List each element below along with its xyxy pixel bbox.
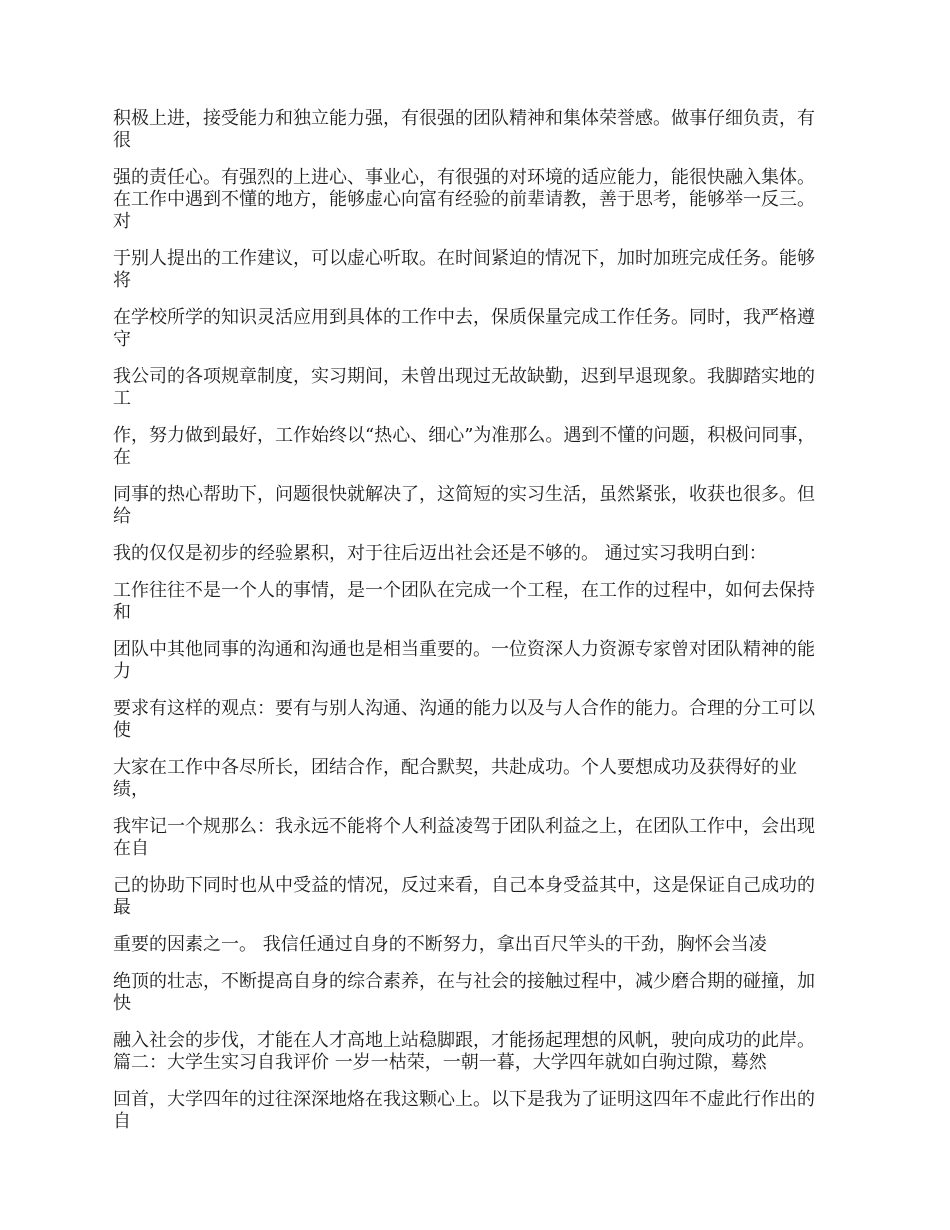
paragraph: 同事的热心帮助下，问题很快就解决了，这简短的实习生活，虽然紧张，收获也很多。但 给 bbox=[113, 484, 815, 527]
paragraph: 己的协助下同时也从中受益的情况，反过来看，自己本身受益其中，这是保证自己成功的 最 bbox=[113, 875, 815, 918]
paragraph: 回首，大学四年的过往深深地烙在我这颗心上。以下是我为了证明这四年不虚此行作出的 自 bbox=[113, 1089, 815, 1132]
paragraph-gap bbox=[113, 152, 843, 167]
paragraph: 于别人提出的工作建议，可以虚心听取。在时间紧迫的情况下，加时加班完成任务。能够 将 bbox=[113, 248, 815, 291]
paragraph: 强的责任心。有强烈的上进心、事业心，有很强的对环境的适应能力，能很快融入集体。 bbox=[113, 167, 815, 188]
paragraph: 融入社会的步伐，才能在人才高地上站稳脚跟，才能扬起理想的风帆，驶向成功的此岸。 bbox=[113, 1030, 815, 1051]
paragraph: 重要的因素之一。 我信任通过自身的不断努力，拿出百尺竿头的干劲，胸怀会当凌 bbox=[113, 934, 767, 955]
paragraph: 我公司的各项规章制度，实习期间，未曾出现过无故缺勤，迟到早退现象。我脚踏实地的 工 bbox=[113, 366, 815, 409]
paragraph: 绝顶的壮志，不断提高自身的综合素养，在与社会的接触过程中，减少磨合期的碰撞，加 快 bbox=[113, 971, 815, 1014]
paragraph: 积极上进，接受能力和独立能力强，有很强的团队精神和集体荣誉感。做事仔细负责，有 很 bbox=[113, 108, 815, 151]
paragraph: 工作往往不是一个人的事情，是一个团队在完成一个工程，在工作的过程中，如何去保持 和 bbox=[113, 580, 815, 623]
paragraph: 大家在工作中各尽所长，团结合作，配合默契，共赴成功。个人要想成功及获得好的业 绩， bbox=[113, 757, 797, 800]
paragraph: 在学校所学的知识灵活应用到具体的工作中去，保质保量完成工作任务。同时，我严格遵 守 bbox=[113, 307, 815, 350]
paragraph: 团队中其他同事的沟通和沟通也是相当重要的。一位资深人力资源专家曾对团队精神的能 力 bbox=[113, 639, 815, 682]
paragraph: 要求有这样的观点：要有与别人沟通、沟通的能力以及与人合作的能力。合理的分工可以 使 bbox=[113, 698, 815, 741]
paragraph: 我的仅仅是初步的经验累积，对于往后迈出社会还是不够的。 通过实习我明白到： bbox=[113, 543, 767, 564]
paragraph: 作，努力做到最好，工作始终以“热心、细心”为准那么。遇到不懂的问题，积极问同事， 在 bbox=[113, 425, 816, 468]
paragraph: 篇二：大学生实习自我评价 一岁一枯荣，一朝一暮，大学四年就如白驹过隙，蓦然 bbox=[113, 1052, 767, 1073]
paragraph: 我牢记一个规那么：我永远不能将个人利益凌驾于团队利益之上，在团队工作中，会出现 在自 bbox=[113, 816, 815, 859]
paragraph: 在工作中遇到不懂的地方，能够虚心向富有经验的前辈请教，善于思考，能够举一反三。 对 bbox=[113, 189, 815, 232]
document-body bbox=[113, 108, 843, 1148]
